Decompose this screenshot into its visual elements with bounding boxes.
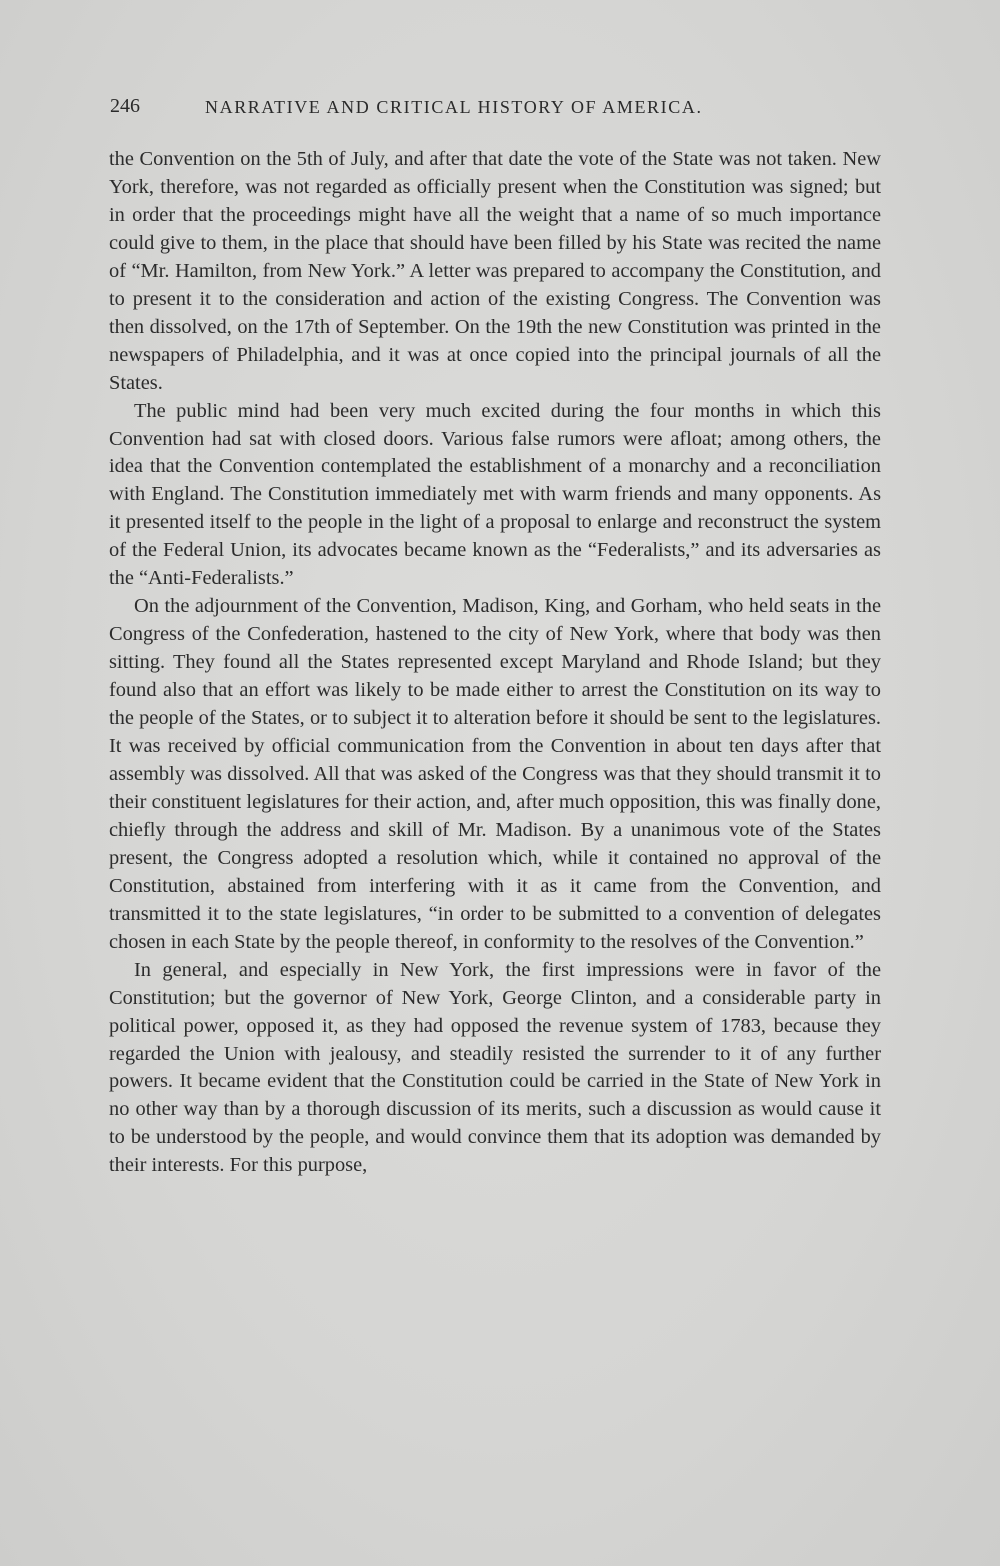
paragraph-1: the Convention on the 5th of July, and after that date the vote of the State was not taken. New York, therefore, was not regarded as officially present when the Constitution was signed; but in order that the proceedings might have all the weight that a name of so much importance could give to them, in the place that should have been filled by his State was recited the name of “Mr. Hamilton, from New York.” A letter was prepared to accompany the Constitution, and to present it to the consideration and action of the existing Congress. The Convention was then dissolved, on the 17th of September. On the 19th the new Constitution was printed in the newspapers of Philadelphia, and it was at once copied into the principal journals of all the States. (109, 148, 881, 394)
page-number: 246 (110, 95, 140, 117)
body-text (109, 146, 881, 1180)
paragraph-4: In general, and especially in New York, the first impressions were in favor of the Constitution; but the governor of New York, George Clinton, and a considerable party in political power, opposed it, as they had opposed the revenue system of 1783, because they regarded the Union with jealousy, and steadily resisted the surrender to it of any further powers. It became evident that the Constitution could be carried in the State of New York in no other way than by a thorough discussion of its merits, such a discussion as would cause it to be understood by the people, and would convince them that its adoption was demanded by their interests. For this purpose, (109, 958, 881, 1177)
running-head (110, 95, 882, 125)
paragraph-3: On the adjournment of the Convention, Madison, King, and Gorham, who held seats in the Congress of the Confederation, hastened to the city of New York, where that body was then sitting. They found all the States represented except Maryland and Rhode Island; but they found also that an effort was likely to be made either to arrest the Constitution on its way to the people of the States, or to subject it to alteration before it should be sent to the legislatures. It was received by official communication from the Convention in about ten days after that assembly was dissolved. All that was asked of the Congress was that they should transmit it to their constituent legislatures for their action, and, after much opposition, this was finally done, chiefly through the address and skill of Mr. Madison. By a unanimous vote of the States present, the Congress adopted a resolution which, while it contained no approval of the Constitution, abstained from interfering with it as it came from the Convention, and transmitted it to the state legislatures, “in order to be submitted to a convention of delegates chosen in each State by the people thereof, in conformity to the resolves of the Convention.” (109, 595, 881, 953)
paragraph-2: The public mind had been very much excited during the four months in which this Convention had sat with closed doors. Various false rumors were afloat; among others, the idea that the Convention contemplated the establishment of a monarchy and a reconciliation with England. The Constitution immediately met with warm friends and many opponents. As it presented itself to the people in the light of a proposal to enlarge and reconstruct the system of the Federal Union, its advocates became known as the “Federalists,” and its adversaries as the “Anti-Federalists.” (109, 399, 881, 590)
running-title: NARRATIVE AND CRITICAL HISTORY OF AMERICA. (205, 97, 703, 117)
